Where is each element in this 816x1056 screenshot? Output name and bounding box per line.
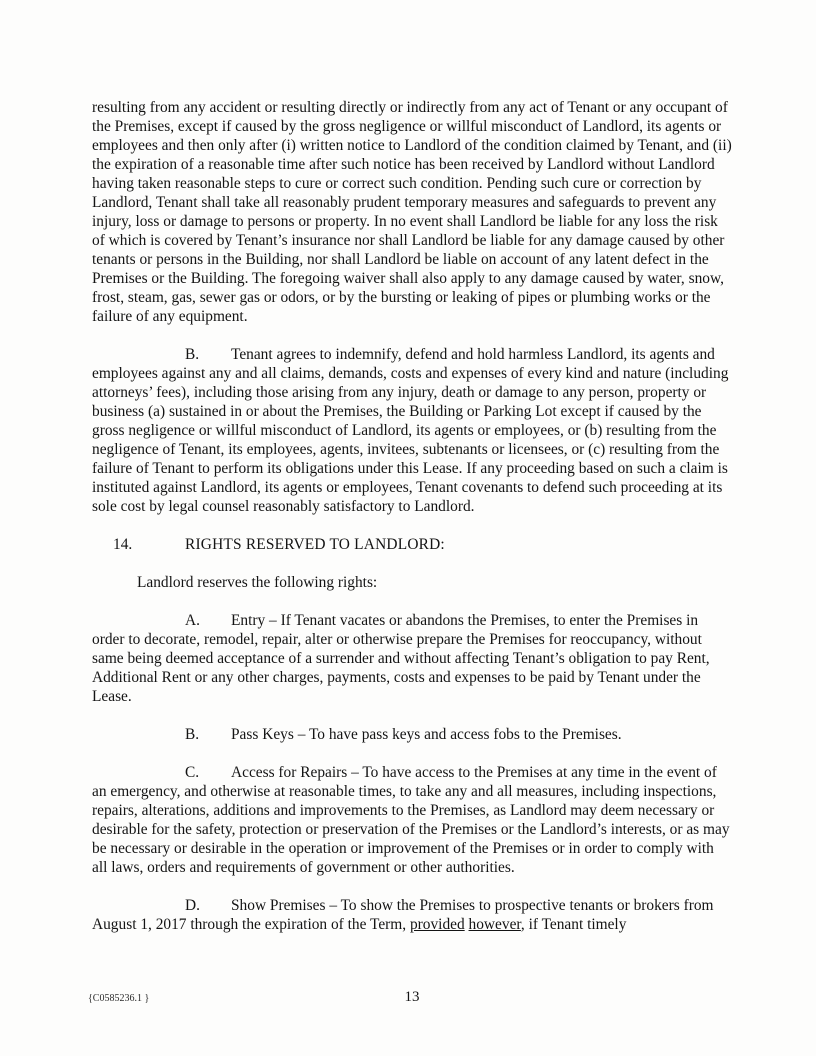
paragraph-14d-show-premises [92,896,732,934]
paragraph-14b-pass-keys [92,725,732,744]
paragraph-text-pre: Show Premises – To show the Premises to prospective tenants or brokers from August 1, 2017 through the expiration of the Term, [92,897,714,933]
paragraph-letter: B. [185,726,200,743]
paragraph-letter: C. [185,764,200,781]
paragraph-14c-access-repairs [92,763,732,877]
paragraph-letter: B. [185,346,200,363]
paragraph-14b-indemnity [92,345,732,516]
underlined-word-however: however [468,916,521,933]
section-heading-14 [92,535,732,554]
paragraph-text: Access for Repairs – To have access to the Premises at any time in the event of an emergency, and otherwise at reasonable times, to take any and all measures, including inspections, repairs, alterations, additions and improvements to the Premises, as Landlord may deem necessary or desirable for the safety, protection or preservation of the Premises or the Landlord’s interests, or as may be necessary or desirable in the operation or improvement of the Premises or in order to comply with all laws, orders and requirements of government or other authorities. [92,764,730,876]
paragraph-letter: A. [185,612,200,629]
page-number: 13 [404,989,420,1005]
underlined-word-provided: provided [409,916,465,933]
paragraph-waiver-continuation: resulting from any accident or resulting directly or indirectly from any act of Tenant or any occupant of the Premises, except if caused by the gross negligence or willful misconduct of Landlord, its agents or employees and then only after (i) written notice to Landlord of the condition claimed by Tenant, and (ii) the expiration of a reasonable time after such notice has been received by Landlord without Landlord having taken reasonable steps to cure or correct such condition. Pending such cure or correction by Landlord, Tenant shall take all reasonably prudent temporary measures and safeguards to prevent any injury, loss or damage to persons or property. In no event shall Landlord be liable for any loss the risk of which is covered by Tenant’s insurance nor shall Landlord be liable for any damage caused by other tenants or persons in the Building, nor shall Landlord be liable on account of any latent defect in the Premises or the Building. The foregoing waiver shall also apply to any damage caused by water, snow, frost, steam, gas, sewer gas or odors, or by the bursting or leaking of pipes or plumbing works or the failure of any equipment. [92,99,732,325]
paragraph-text: Tenant agrees to indemnify, defend and hold harmless Landlord, its agents and employees against any and all claims, demands, costs and expenses of every kind and nature (including attorneys’ fees), including those arising from any injury, death or damage to any person, property or business (a) sustained in or about the Premises, the Building or Parking Lot except if caused by the gross negligence or willful misconduct of Landlord, its agents or employees, or (b) resulting from the negligence of Tenant, its employees, agents, invitees, subtenants or licensees, or (c) resulting from the failure of Tenant to perform its obligations under this Lease. If any proceeding based on such a claim is instituted against Landlord, its agents or employees, Tenant covenants to defend such proceeding at its sole cost by legal counsel reasonably satisfactory to Landlord. [92,346,729,515]
paragraph-rights-intro: Landlord reserves the following rights: [137,574,378,591]
section-number: 14. [113,536,133,553]
paragraph-text: Pass Keys – To have pass keys and access fobs to the Premises. [231,726,622,743]
paragraph-text: Entry – If Tenant vacates or abandons the Premises, to enter the Premises in order to decorate, remodel, repair, alter or otherwise prepare the Premises for reoccupancy, without same being deemed acceptance of a surrender and without affecting Tenant’s obligation to pay Rent, Additional Rent or any other charges, payments, costs and expenses to be paid by Tenant under the Lease. [92,612,710,705]
section-title: RIGHTS RESERVED TO LANDLORD: [185,536,445,553]
paragraph-14a-entry [92,611,732,706]
paragraph-text-post: , if Tenant timely [520,916,627,933]
footer-document-number: {C0585236.1 } [88,993,150,1004]
paragraph-letter: D. [185,897,200,914]
